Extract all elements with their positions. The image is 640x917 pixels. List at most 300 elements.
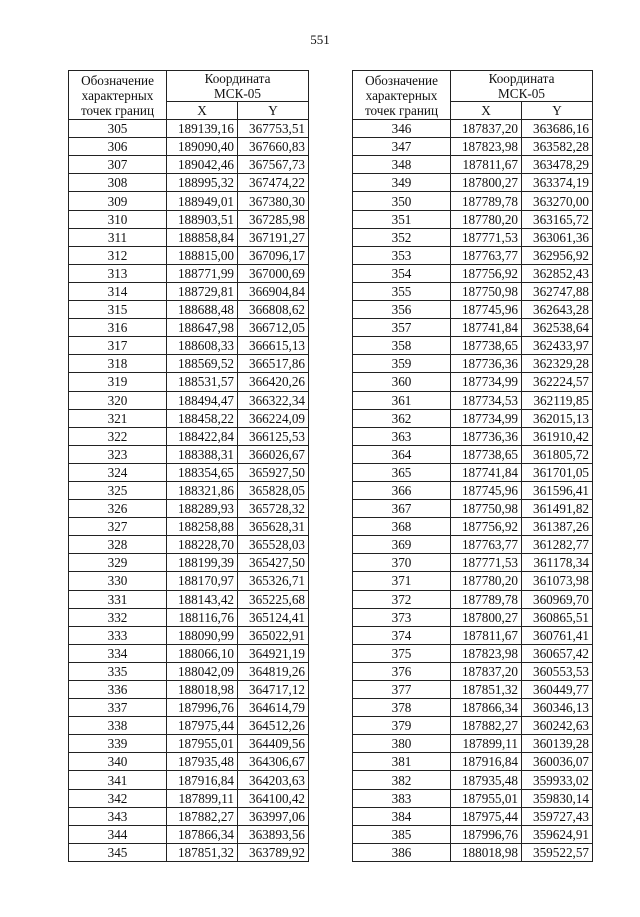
- point-number: 352: [353, 228, 451, 246]
- table-row: [353, 373, 593, 391]
- table-row: [353, 409, 593, 427]
- table-row: [69, 391, 309, 409]
- x-value: 187741,84: [451, 463, 522, 481]
- point-number: 362: [353, 409, 451, 427]
- point-number: 317: [69, 337, 167, 355]
- point-number: 327: [69, 518, 167, 536]
- coordinates-table-right: [352, 70, 593, 862]
- x-value: 188771,99: [167, 264, 238, 282]
- table-row: [353, 391, 593, 409]
- table-row: [69, 138, 309, 156]
- x-value: 187800,27: [451, 608, 522, 626]
- y-value: 363582,28: [522, 138, 593, 156]
- x-value: 187750,98: [451, 500, 522, 518]
- point-number: 386: [353, 843, 451, 861]
- x-value: 188199,39: [167, 554, 238, 572]
- point-number: 329: [69, 554, 167, 572]
- y-value: 364819,26: [238, 662, 309, 680]
- table-row: [353, 192, 593, 210]
- table-row: [353, 120, 593, 138]
- table-row: [69, 373, 309, 391]
- table-row: [353, 554, 593, 572]
- y-value: 364512,26: [238, 717, 309, 735]
- x-value: 188388,31: [167, 445, 238, 463]
- y-value: 360346,13: [522, 699, 593, 717]
- point-number: 321: [69, 409, 167, 427]
- x-value: 187899,11: [167, 789, 238, 807]
- table-row: [353, 825, 593, 843]
- y-value: 365124,41: [238, 608, 309, 626]
- table-row: [69, 789, 309, 807]
- table-row: [353, 536, 593, 554]
- y-value: 361910,42: [522, 427, 593, 445]
- table-row: [353, 608, 593, 626]
- x-value: 188494,47: [167, 391, 238, 409]
- point-label-header: [353, 71, 451, 120]
- y-value: 362119,85: [522, 391, 593, 409]
- coordinate-header: [167, 71, 309, 102]
- x-value: 187756,92: [451, 518, 522, 536]
- table-row: [353, 590, 593, 608]
- y-value: 363893,56: [238, 825, 309, 843]
- coord-line-1: Координата: [204, 71, 271, 86]
- y-value: 360553,53: [522, 662, 593, 680]
- y-value: 367285,98: [238, 210, 309, 228]
- point-number: 355: [353, 282, 451, 300]
- page-number: 551: [310, 32, 330, 47]
- x-value: 188228,70: [167, 536, 238, 554]
- table-row: [353, 518, 593, 536]
- table-row: [69, 445, 309, 463]
- table-row: [353, 735, 593, 753]
- y-value: 363165,72: [522, 210, 593, 228]
- x-value: 187741,84: [451, 319, 522, 337]
- x-value: 188995,32: [167, 174, 238, 192]
- point-number: 359: [353, 355, 451, 373]
- x-value: 188815,00: [167, 246, 238, 264]
- x-value: 187996,76: [451, 825, 522, 843]
- x-value: 187975,44: [167, 717, 238, 735]
- x-header: X: [167, 102, 238, 120]
- table-row: [353, 282, 593, 300]
- x-value: 187935,48: [167, 753, 238, 771]
- y-value: 365427,50: [238, 554, 309, 572]
- point-number: 379: [353, 717, 451, 735]
- y-value: 367474,22: [238, 174, 309, 192]
- x-value: 187734,99: [451, 409, 522, 427]
- table-row: [353, 717, 593, 735]
- y-value: 366420,26: [238, 373, 309, 391]
- y-value: 366712,05: [238, 319, 309, 337]
- y-value: 361178,34: [522, 554, 593, 572]
- y-value: 361282,77: [522, 536, 593, 554]
- point-number: 320: [69, 391, 167, 409]
- y-value: 365225,68: [238, 590, 309, 608]
- table-row: [353, 174, 593, 192]
- x-value: 188042,09: [167, 662, 238, 680]
- coord-line-2: МСК-05: [498, 86, 545, 101]
- coord-line-1: Координата: [488, 71, 555, 86]
- table-row: [353, 445, 593, 463]
- label-line-2: характерных: [365, 87, 438, 103]
- x-value: 187763,77: [451, 246, 522, 264]
- x-value: 187851,32: [167, 843, 238, 861]
- table-row: [69, 120, 309, 138]
- y-value: 367000,69: [238, 264, 309, 282]
- y-value: 362015,13: [522, 409, 593, 427]
- y-value: 367096,17: [238, 246, 309, 264]
- point-number: 372: [353, 590, 451, 608]
- x-value: 187736,36: [451, 355, 522, 373]
- table-row: [69, 518, 309, 536]
- y-value: 360036,07: [522, 753, 593, 771]
- point-number: 340: [69, 753, 167, 771]
- point-number: 378: [353, 699, 451, 717]
- x-value: 187745,96: [451, 301, 522, 319]
- x-value: 188647,98: [167, 319, 238, 337]
- table-row: [69, 699, 309, 717]
- table-row: [353, 481, 593, 499]
- x-value: 188422,84: [167, 427, 238, 445]
- point-number: 346: [353, 120, 451, 138]
- table-row: [69, 210, 309, 228]
- table-row: [69, 463, 309, 481]
- table-row: [69, 843, 309, 861]
- point-number: 330: [69, 572, 167, 590]
- table-row: [353, 771, 593, 789]
- y-value: 360761,41: [522, 626, 593, 644]
- x-value: 187811,67: [451, 626, 522, 644]
- point-number: 309: [69, 192, 167, 210]
- point-number: 371: [353, 572, 451, 590]
- x-value: 188569,52: [167, 355, 238, 373]
- y-value: 365828,05: [238, 481, 309, 499]
- point-number: 324: [69, 463, 167, 481]
- table-row: [353, 626, 593, 644]
- point-number: 376: [353, 662, 451, 680]
- x-value: 187750,98: [451, 282, 522, 300]
- point-number: 318: [69, 355, 167, 373]
- point-number: 381: [353, 753, 451, 771]
- y-value: 364614,79: [238, 699, 309, 717]
- table-row: [353, 807, 593, 825]
- x-value: 188858,84: [167, 228, 238, 246]
- table-row: [69, 246, 309, 264]
- point-number: 314: [69, 282, 167, 300]
- point-number: 328: [69, 536, 167, 554]
- table-row: [69, 717, 309, 735]
- label-line-1: Обозначение: [81, 72, 154, 88]
- point-number: 307: [69, 156, 167, 174]
- y-value: 362538,64: [522, 319, 593, 337]
- y-value: 363478,29: [522, 156, 593, 174]
- table-row: [69, 681, 309, 699]
- y-header: Y: [522, 102, 593, 120]
- point-number: 366: [353, 481, 451, 499]
- x-value: 187780,20: [451, 210, 522, 228]
- y-value: 364306,67: [238, 753, 309, 771]
- point-number: 368: [353, 518, 451, 536]
- y-value: 367567,73: [238, 156, 309, 174]
- table-row: [69, 735, 309, 753]
- point-number: 319: [69, 373, 167, 391]
- point-number: 383: [353, 789, 451, 807]
- table-row: [353, 355, 593, 373]
- point-number: 310: [69, 210, 167, 228]
- table-row: [69, 192, 309, 210]
- y-value: 361805,72: [522, 445, 593, 463]
- y-value: 364717,12: [238, 681, 309, 699]
- point-number: 325: [69, 481, 167, 499]
- y-value: 366808,62: [238, 301, 309, 319]
- coordinates-table-left: [68, 70, 309, 862]
- y-value: 363789,92: [238, 843, 309, 861]
- point-number: 349: [353, 174, 451, 192]
- y-value: 360969,70: [522, 590, 593, 608]
- y-value: 365628,31: [238, 518, 309, 536]
- table-row: [353, 228, 593, 246]
- y-value: 365528,03: [238, 536, 309, 554]
- x-value: 188531,57: [167, 373, 238, 391]
- table-row: [353, 463, 593, 481]
- y-value: 360865,51: [522, 608, 593, 626]
- table-row: [69, 662, 309, 680]
- point-number: 312: [69, 246, 167, 264]
- x-value: 188018,98: [167, 681, 238, 699]
- label-line-2: характерных: [81, 87, 154, 103]
- table-row: [353, 156, 593, 174]
- point-number: 363: [353, 427, 451, 445]
- table-row: [353, 210, 593, 228]
- y-value: 361491,82: [522, 500, 593, 518]
- table-row: [69, 644, 309, 662]
- y-value: 362852,43: [522, 264, 593, 282]
- point-number: 356: [353, 301, 451, 319]
- x-value: 187763,77: [451, 536, 522, 554]
- x-value: 187899,11: [451, 735, 522, 753]
- table-row: [69, 282, 309, 300]
- x-value: 187975,44: [451, 807, 522, 825]
- x-value: 187955,01: [167, 735, 238, 753]
- table-row: [353, 337, 593, 355]
- point-number: 338: [69, 717, 167, 735]
- y-value: 367753,51: [238, 120, 309, 138]
- table-row: [69, 156, 309, 174]
- y-value: 365728,32: [238, 500, 309, 518]
- point-number: 370: [353, 554, 451, 572]
- table-row: [353, 753, 593, 771]
- y-header: Y: [238, 102, 309, 120]
- table-row: [69, 228, 309, 246]
- table-row: [69, 337, 309, 355]
- x-value: 188949,01: [167, 192, 238, 210]
- x-value: 188143,42: [167, 590, 238, 608]
- point-number: 342: [69, 789, 167, 807]
- x-header: X: [451, 102, 522, 120]
- point-number: 373: [353, 608, 451, 626]
- coordinate-header: [451, 71, 593, 102]
- table-row: [353, 843, 593, 861]
- x-value: 187866,34: [167, 825, 238, 843]
- point-number: 337: [69, 699, 167, 717]
- table-row: [353, 319, 593, 337]
- x-value: 188729,81: [167, 282, 238, 300]
- y-value: 364100,42: [238, 789, 309, 807]
- x-value: 187837,20: [451, 662, 522, 680]
- table-row: [353, 572, 593, 590]
- y-value: 359727,43: [522, 807, 593, 825]
- table-row: [353, 681, 593, 699]
- y-value: 362224,57: [522, 373, 593, 391]
- y-value: 360242,63: [522, 717, 593, 735]
- y-value: 359522,57: [522, 843, 593, 861]
- table-row: [69, 753, 309, 771]
- table-row: [69, 481, 309, 499]
- table-row: [353, 264, 593, 282]
- y-value: 363270,00: [522, 192, 593, 210]
- point-number: 385: [353, 825, 451, 843]
- x-value: 187935,48: [451, 771, 522, 789]
- y-value: 367191,27: [238, 228, 309, 246]
- label-line-1: Обозначение: [365, 72, 438, 88]
- point-number: 313: [69, 264, 167, 282]
- table-row: [69, 590, 309, 608]
- y-value: 365022,91: [238, 626, 309, 644]
- x-value: 187811,67: [451, 156, 522, 174]
- table-row: [69, 554, 309, 572]
- point-number: 341: [69, 771, 167, 789]
- y-value: 366026,67: [238, 445, 309, 463]
- point-number: 347: [353, 138, 451, 156]
- y-value: 364921,19: [238, 644, 309, 662]
- y-value: 363686,16: [522, 120, 593, 138]
- y-value: 366904,84: [238, 282, 309, 300]
- x-value: 187736,36: [451, 427, 522, 445]
- point-number: 358: [353, 337, 451, 355]
- y-value: 361387,26: [522, 518, 593, 536]
- y-value: 359830,14: [522, 789, 593, 807]
- x-value: 187745,96: [451, 481, 522, 499]
- y-value: 363997,06: [238, 807, 309, 825]
- table-row: [69, 319, 309, 337]
- y-value: 366517,86: [238, 355, 309, 373]
- table-row: [69, 608, 309, 626]
- point-number: 305: [69, 120, 167, 138]
- y-value: 360657,42: [522, 644, 593, 662]
- y-value: 364203,63: [238, 771, 309, 789]
- table-row: [353, 138, 593, 156]
- point-number: 364: [353, 445, 451, 463]
- point-number: 343: [69, 807, 167, 825]
- x-value: 187756,92: [451, 264, 522, 282]
- point-number: 316: [69, 319, 167, 337]
- table-row: [353, 699, 593, 717]
- x-value: 187734,99: [451, 373, 522, 391]
- table-row: [353, 789, 593, 807]
- point-number: 367: [353, 500, 451, 518]
- y-value: 359933,02: [522, 771, 593, 789]
- x-value: 188116,76: [167, 608, 238, 626]
- point-number: 357: [353, 319, 451, 337]
- y-value: 366125,53: [238, 427, 309, 445]
- point-number: 377: [353, 681, 451, 699]
- x-value: 187771,53: [451, 554, 522, 572]
- x-value: 187823,98: [451, 138, 522, 156]
- y-value: 363061,36: [522, 228, 593, 246]
- y-value: 362747,88: [522, 282, 593, 300]
- y-value: 367380,30: [238, 192, 309, 210]
- x-value: 188354,65: [167, 463, 238, 481]
- y-value: 359624,91: [522, 825, 593, 843]
- x-value: 187882,27: [451, 717, 522, 735]
- y-value: 364409,56: [238, 735, 309, 753]
- table-row: [69, 626, 309, 644]
- x-value: 188608,33: [167, 337, 238, 355]
- point-number: 333: [69, 626, 167, 644]
- y-value: 363374,19: [522, 174, 593, 192]
- point-number: 322: [69, 427, 167, 445]
- y-value: 361073,98: [522, 572, 593, 590]
- coord-line-2: МСК-05: [214, 86, 261, 101]
- y-value: 365326,71: [238, 572, 309, 590]
- x-value: 187771,53: [451, 228, 522, 246]
- point-number: 353: [353, 246, 451, 264]
- x-value: 187789,78: [451, 192, 522, 210]
- x-value: 187837,20: [451, 120, 522, 138]
- x-value: 187882,27: [167, 807, 238, 825]
- table-row: [69, 301, 309, 319]
- table-row: [69, 264, 309, 282]
- x-value: 187916,84: [167, 771, 238, 789]
- point-number: 369: [353, 536, 451, 554]
- table-row: [353, 662, 593, 680]
- x-value: 187738,65: [451, 337, 522, 355]
- point-number: 335: [69, 662, 167, 680]
- x-value: 188289,93: [167, 500, 238, 518]
- y-value: 362329,28: [522, 355, 593, 373]
- point-number: 354: [353, 264, 451, 282]
- point-number: 384: [353, 807, 451, 825]
- x-value: 187823,98: [451, 644, 522, 662]
- label-line-3: точек границ: [80, 102, 155, 118]
- point-number: 339: [69, 735, 167, 753]
- label-line-3: точек границ: [364, 102, 439, 118]
- point-number: 336: [69, 681, 167, 699]
- y-value: 362433,97: [522, 337, 593, 355]
- table-row: [69, 355, 309, 373]
- x-value: 189139,16: [167, 120, 238, 138]
- x-value: 188066,10: [167, 644, 238, 662]
- table-row: [353, 427, 593, 445]
- point-number: 365: [353, 463, 451, 481]
- point-number: 326: [69, 500, 167, 518]
- table-row: [69, 572, 309, 590]
- y-value: 366224,09: [238, 409, 309, 427]
- x-value: 187800,27: [451, 174, 522, 192]
- x-value: 188458,22: [167, 409, 238, 427]
- point-number: 311: [69, 228, 167, 246]
- x-value: 188018,98: [451, 843, 522, 861]
- point-number: 374: [353, 626, 451, 644]
- point-number: 351: [353, 210, 451, 228]
- table-row: [69, 500, 309, 518]
- table-row: [353, 500, 593, 518]
- point-number: 360: [353, 373, 451, 391]
- point-number: 332: [69, 608, 167, 626]
- table-row: [69, 825, 309, 843]
- point-number: 348: [353, 156, 451, 174]
- table-row: [69, 427, 309, 445]
